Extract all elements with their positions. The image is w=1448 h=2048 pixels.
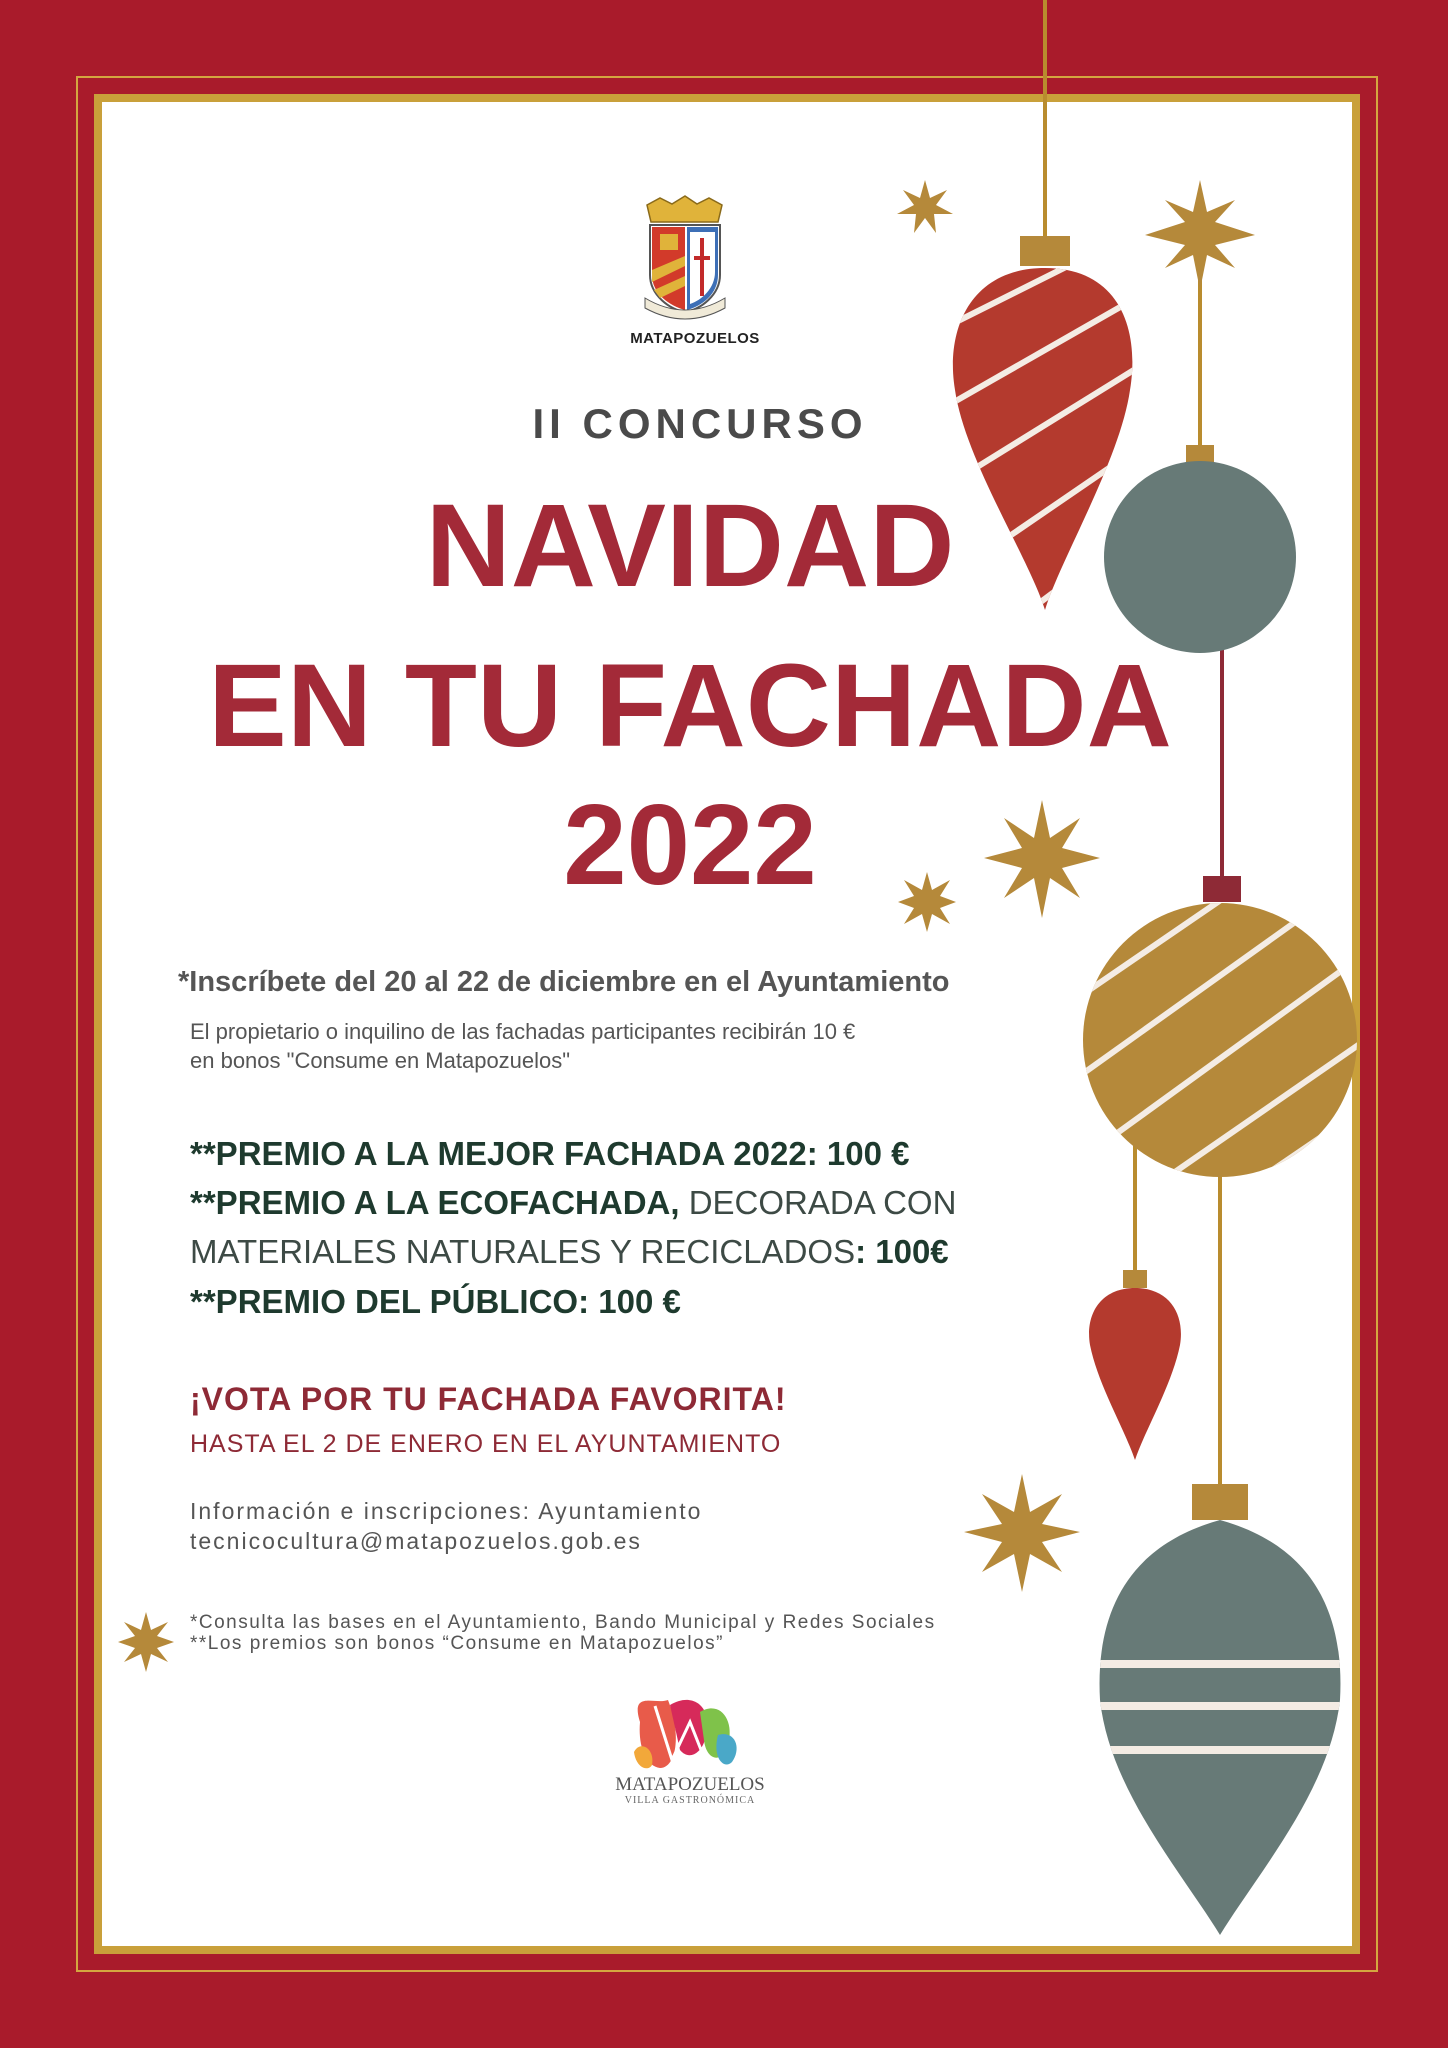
inscription-description (190, 1017, 855, 1075)
contest-edition: II CONCURSO (532, 400, 868, 447)
prize-text: DECORADA CON (679, 1184, 957, 1221)
star-icon (1145, 180, 1255, 290)
prize-text: **PREMIO A LA MEJOR FACHADA 2022: 100 € (190, 1135, 910, 1172)
crest-town-name: MATAPOZUELOS (630, 330, 760, 347)
villa-gastronomica-logo (634, 1700, 737, 1768)
small-red-drop-ornament (1089, 1270, 1181, 1460)
prize-text: **PREMIO DEL PÚBLICO: 100 € (190, 1283, 681, 1320)
title-line-1: NAVIDAD (425, 480, 955, 612)
prize-text: MATERIALES NATURALES Y RECICLADOS (190, 1233, 856, 1270)
prize-ecofacade (190, 1184, 956, 1222)
description-line: en bonos "Consume en Matapozuelos" (190, 1048, 571, 1073)
gold-striped-ball-ornament (1060, 876, 1390, 1240)
prize-amount: : 100€ (855, 1233, 949, 1270)
footnote: *Consulta las bases en el Ayuntamiento, Bando Municipal y Redes Sociales (190, 1612, 936, 1633)
grey-teardrop-ornament (1080, 1484, 1360, 1935)
inscription-headline: *Inscríbete del 20 al 22 de diciembre en el Ayuntamiento (178, 966, 950, 998)
footnote: **Los premios son bonos “Consume en Matapozuelos” (190, 1633, 724, 1654)
prize-best-facade (190, 1135, 909, 1173)
contact-email: tecnicocultura@matapozuelos.gob.es (190, 1528, 642, 1554)
star-icon (897, 180, 953, 233)
prize-public (190, 1283, 681, 1321)
contact-info (190, 1496, 702, 1556)
prize-ecofacade-continued (190, 1233, 949, 1271)
star-icon (118, 1612, 174, 1672)
vote-headline: ¡VOTA POR TU FACHADA FAVORITA! (190, 1381, 787, 1417)
footnotes (190, 1612, 936, 1654)
title-line-2: EN TU FACHADA (208, 640, 1172, 772)
star-icon (964, 1474, 1080, 1592)
vote-deadline: HASTA EL 2 DE ENERO EN EL AYUNTAMIENTO (190, 1430, 782, 1458)
title-year: 2022 (563, 782, 817, 909)
matapozuelos-crest-logo (645, 196, 725, 319)
info-line: Información e inscripciones: Ayuntamiento (190, 1498, 703, 1524)
star-icon (984, 800, 1100, 918)
description-line: El propietario o inquilino de las fachadas participantes recibirán 10 € (190, 1019, 856, 1044)
grey-ball-ornament (1104, 445, 1296, 653)
prize-text: **PREMIO A LA ECOFACHADA, (190, 1184, 680, 1221)
footer-logo-name: MATAPOZUELOS (615, 1774, 765, 1795)
footer-logo-subtitle: VILLA GASTRONÓMICA (624, 1795, 756, 1806)
